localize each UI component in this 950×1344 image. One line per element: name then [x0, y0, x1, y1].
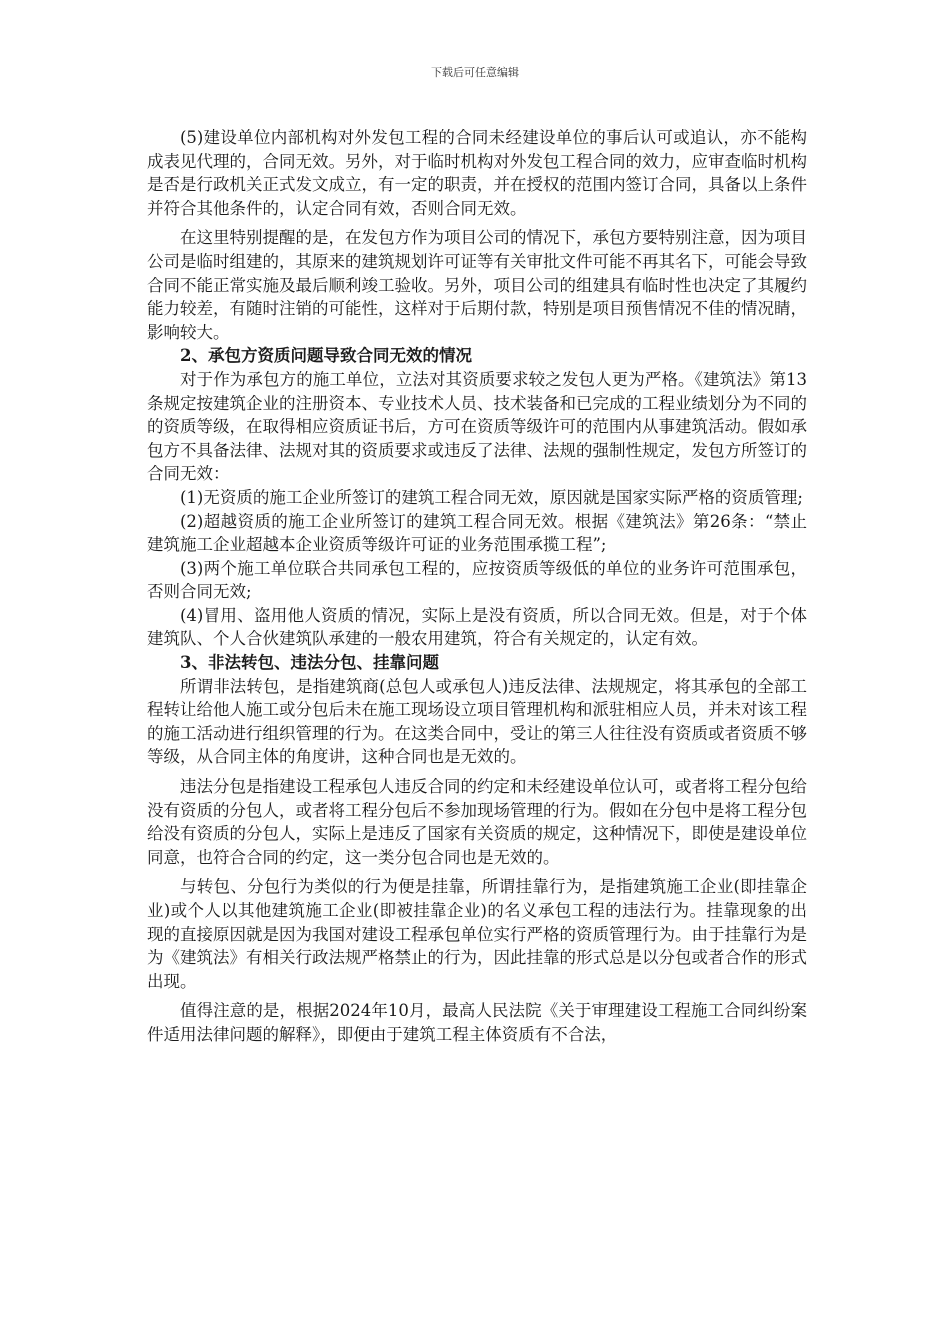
paragraph-5: (2)超越资质的施工企业所签订的建筑工程合同无效。根据《建筑法》第26条：“禁止建筑施工企业超越本企业资质等级许可证的业务范围承揽工程”; — [147, 511, 807, 555]
paragraph-11: 值得注意的是，根据2024年10月，最高人民法院《关于审理建设工程施工合同纠纷案件适用法律问题的解释》，即便由于建筑工程主体资质有不合法， — [147, 1001, 807, 1044]
paragraph-7: (4)冒用、盗用他人资质的情况，实际上是没有资质，所以合同无效。但是，对于个体建筑队、个人合伙建筑队承建的一般农用建筑，符合有关规定的，认定有效。 — [147, 605, 807, 649]
paragraph-6: (3)两个施工单位联合共同承包工程的，应按资质等级低的单位的业务许可范围承包，否则合同无效; — [147, 558, 807, 602]
document-body — [147, 126, 807, 1047]
paragraph-4: (1)无资质的施工企业所签订的建筑工程合同无效，原因就是国家实际严格的资质管理; — [180, 487, 803, 507]
paragraph-10: 与转包、分包行为类似的行为便是挂靠，所谓挂靠行为，是指建筑施工企业(即挂靠企业)或个人以其他建筑施工企业(即被挂靠企业)的名义承包工程的违法行为。挂靠现象的出现的直接原因就是因为我国对建设工程承包单位实行严格的资质管理行为。由于挂靠行为是为《建筑法》有相关行政法规严格禁止的行为，因此挂靠的形式总是以分包或者合作的形式出现。 — [147, 877, 807, 991]
paragraph-9: 违法分包是指建设工程承包人违反合同的约定和未经建设单位认可，或者将工程分包给没有资质的分包人，或者将工程分包后不参加现场管理的行为。假如在分包中是将工程分包给没有资质的分包人，实际上是违反了国家有关资质的规定，这种情况下，即使是建设单位同意，也符合合同的约定，这一类分包合同也是无效的。 — [147, 777, 807, 867]
section-heading-2: 2、承包方资质问题导致合同无效的情况 — [180, 346, 472, 366]
paragraph-8: 所谓非法转包，是指建筑商(总包人或承包人)违反法律、法规规定，将其承包的全部工程转让给他人施工或分包后未在施工现场设立项目管理机构和派驻相应人员，并未对该工程的施工活动进行组织管理的行为。在这类合同中，受让的第三人往往没有资质或者资质不够等级，从合同主体的角度讲，这种合同也是无效的。 — [147, 676, 807, 767]
paragraph-2: 在这里特别提醒的是，在发包方作为项目公司的情况下，承包方要特别注意，因为项目公司是临时组建的，其原来的建筑规划许可证等有关审批文件可能不再其名下，可能会导致合同不能正常实施及最后顺利竣工验收。另外，项目公司的组建具有临时性也决定了其履约能力较差，有随时注销的可能性，这样对于后期付款，特别是项目预售情况不佳的情况睛，影响较大。 — [147, 228, 807, 342]
paragraph-1: (5)建设单位内部机构对外发包工程的合同未经建设单位的事后认可或追认，亦不能构成表见代理的，合同无效。另外，对于临时机构对外发包工程合同的效力，应审查临时机构是否是行政机关正式发文成立，有一定的职责，并在授权的范围内签订合同，具备以上条件并符合其他条件的，认定合同有效，否则合同无效。 — [147, 128, 807, 218]
page-header: 下载后可任意编辑 — [431, 66, 519, 79]
section-heading-3: 3、非法转包、违法分包、挂靠问题 — [180, 653, 439, 673]
paragraph-3: 对于作为承包方的施工单位，立法对其资质要求较之发包人更为严格。《建筑法》第13条规定按建筑企业的注册资本、专业技术人员、技术装备和已完成的工程业绩划分为不同的的资质等级，在取得相应资质证书后，方可在资质等级许可的范围内从事建筑活动。假如承包方不具备法律、法规对其的资质要求或违反了法律、法规的强制性规定，发包方所签订的合同无效： — [147, 369, 807, 484]
